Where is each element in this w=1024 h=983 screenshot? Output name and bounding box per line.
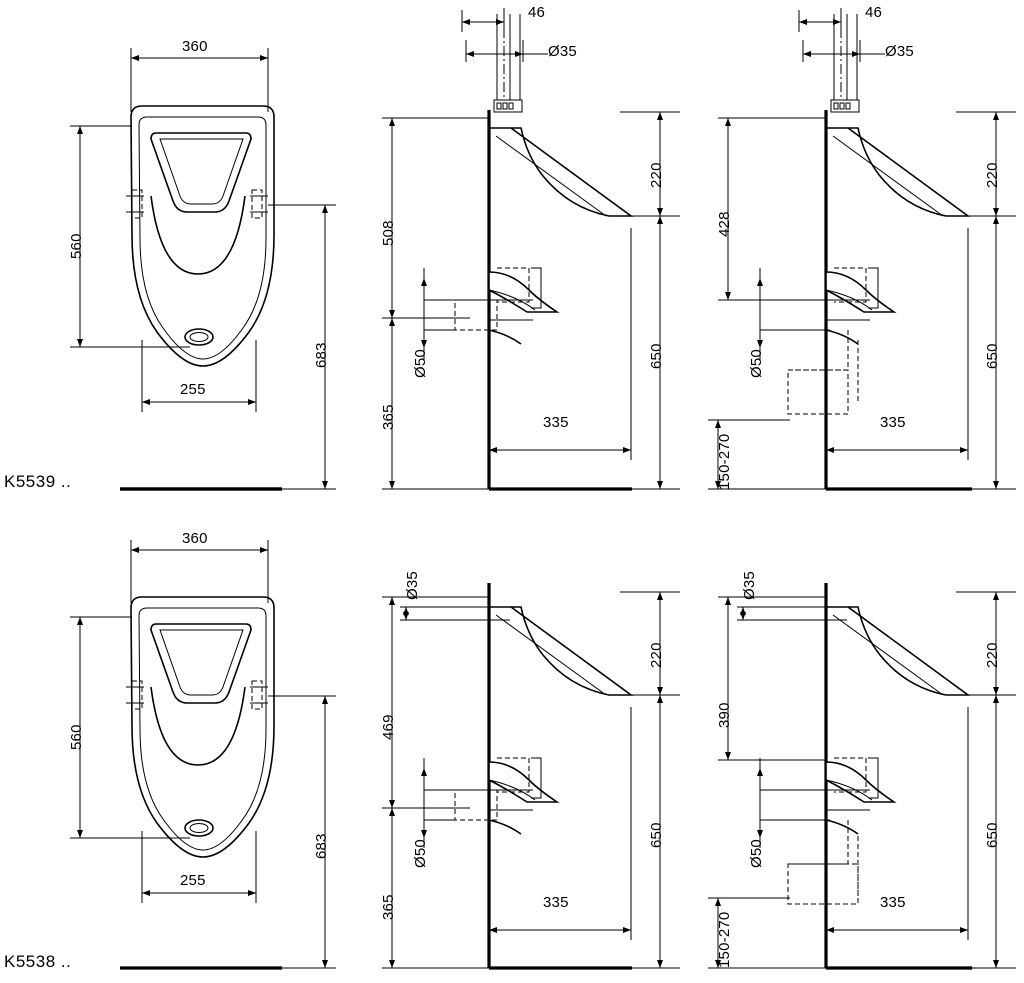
dim-inlet-dia-r2b: Ø35	[741, 571, 758, 600]
dim-front-height-row1: 560	[68, 233, 85, 259]
dim-inlet-offset-r1a: 46	[528, 4, 546, 21]
dim-inlet-dia-r2a: Ø35	[404, 571, 421, 600]
dim-projection-top-r2b: 220	[984, 642, 1001, 668]
dim-depth-r1a: 335	[543, 414, 569, 431]
dim-top-height-r2b: 390	[716, 702, 733, 728]
side-view-k5539-a-dimensions	[382, 8, 680, 489]
dim-inlet-dia-r1b: Ø35	[885, 43, 914, 60]
dim-front-bowl-width-row2: 255	[180, 872, 206, 889]
side-view-k5539-b-dimensions	[708, 8, 1016, 489]
dim-inlet-offset-r1b: 46	[865, 4, 883, 21]
front-view-k5538-geometry	[120, 597, 282, 968]
dim-bowl-height-r2b: 650	[984, 822, 1001, 848]
side-view-k5538-b-geometry	[737, 583, 972, 968]
dim-front-total-height-row2: 683	[313, 833, 330, 859]
dim-front-bowl-width-row1: 255	[180, 381, 206, 398]
side-view-k5538-a-geometry	[400, 583, 632, 968]
dim-depth-r1b: 335	[880, 414, 906, 431]
dim-lower-height-r2a: 365	[380, 894, 397, 920]
dim-depth-r2b: 335	[880, 894, 906, 911]
dim-outlet-dia-r1b: Ø50	[748, 349, 765, 378]
front-view-k5539-geometry	[120, 106, 282, 489]
dim-bowl-height-r1b: 650	[984, 343, 1001, 369]
dim-top-height-r1b: 428	[716, 211, 733, 237]
dim-outlet-dia-r1a: Ø50	[412, 349, 429, 378]
model-label-k5539: K5539 ..	[4, 472, 72, 491]
dim-top-height-r2a: 469	[380, 714, 397, 740]
dim-projection-top-r1b: 220	[984, 162, 1001, 188]
dim-outlet-dia-r2b: Ø50	[748, 839, 765, 868]
dim-top-height-r1a: 508	[380, 220, 397, 246]
dim-front-height-row2: 560	[68, 724, 85, 750]
dim-trap-range-r2b: 150-270	[716, 911, 733, 968]
dim-bowl-height-r1a: 650	[648, 343, 665, 369]
dim-projection-top-r2a: 220	[648, 642, 665, 668]
model-label-k5538: K5538 ..	[4, 952, 72, 971]
dim-front-width-row2: 360	[182, 530, 208, 547]
dim-front-width-row1: 360	[182, 38, 208, 55]
dim-lower-height-r1a: 365	[380, 404, 397, 430]
dim-inlet-dia-r1a: Ø35	[548, 43, 577, 60]
dim-projection-top-r1a: 220	[648, 162, 665, 188]
dim-trap-range-r1b: 150-270	[716, 433, 733, 490]
side-view-k5538-a-dimensions	[382, 592, 680, 968]
dim-bowl-height-r2a: 650	[648, 822, 665, 848]
dim-depth-r2a: 335	[543, 894, 569, 911]
dim-outlet-dia-r2a: Ø50	[412, 839, 429, 868]
dim-front-total-height-row1: 683	[313, 342, 330, 368]
